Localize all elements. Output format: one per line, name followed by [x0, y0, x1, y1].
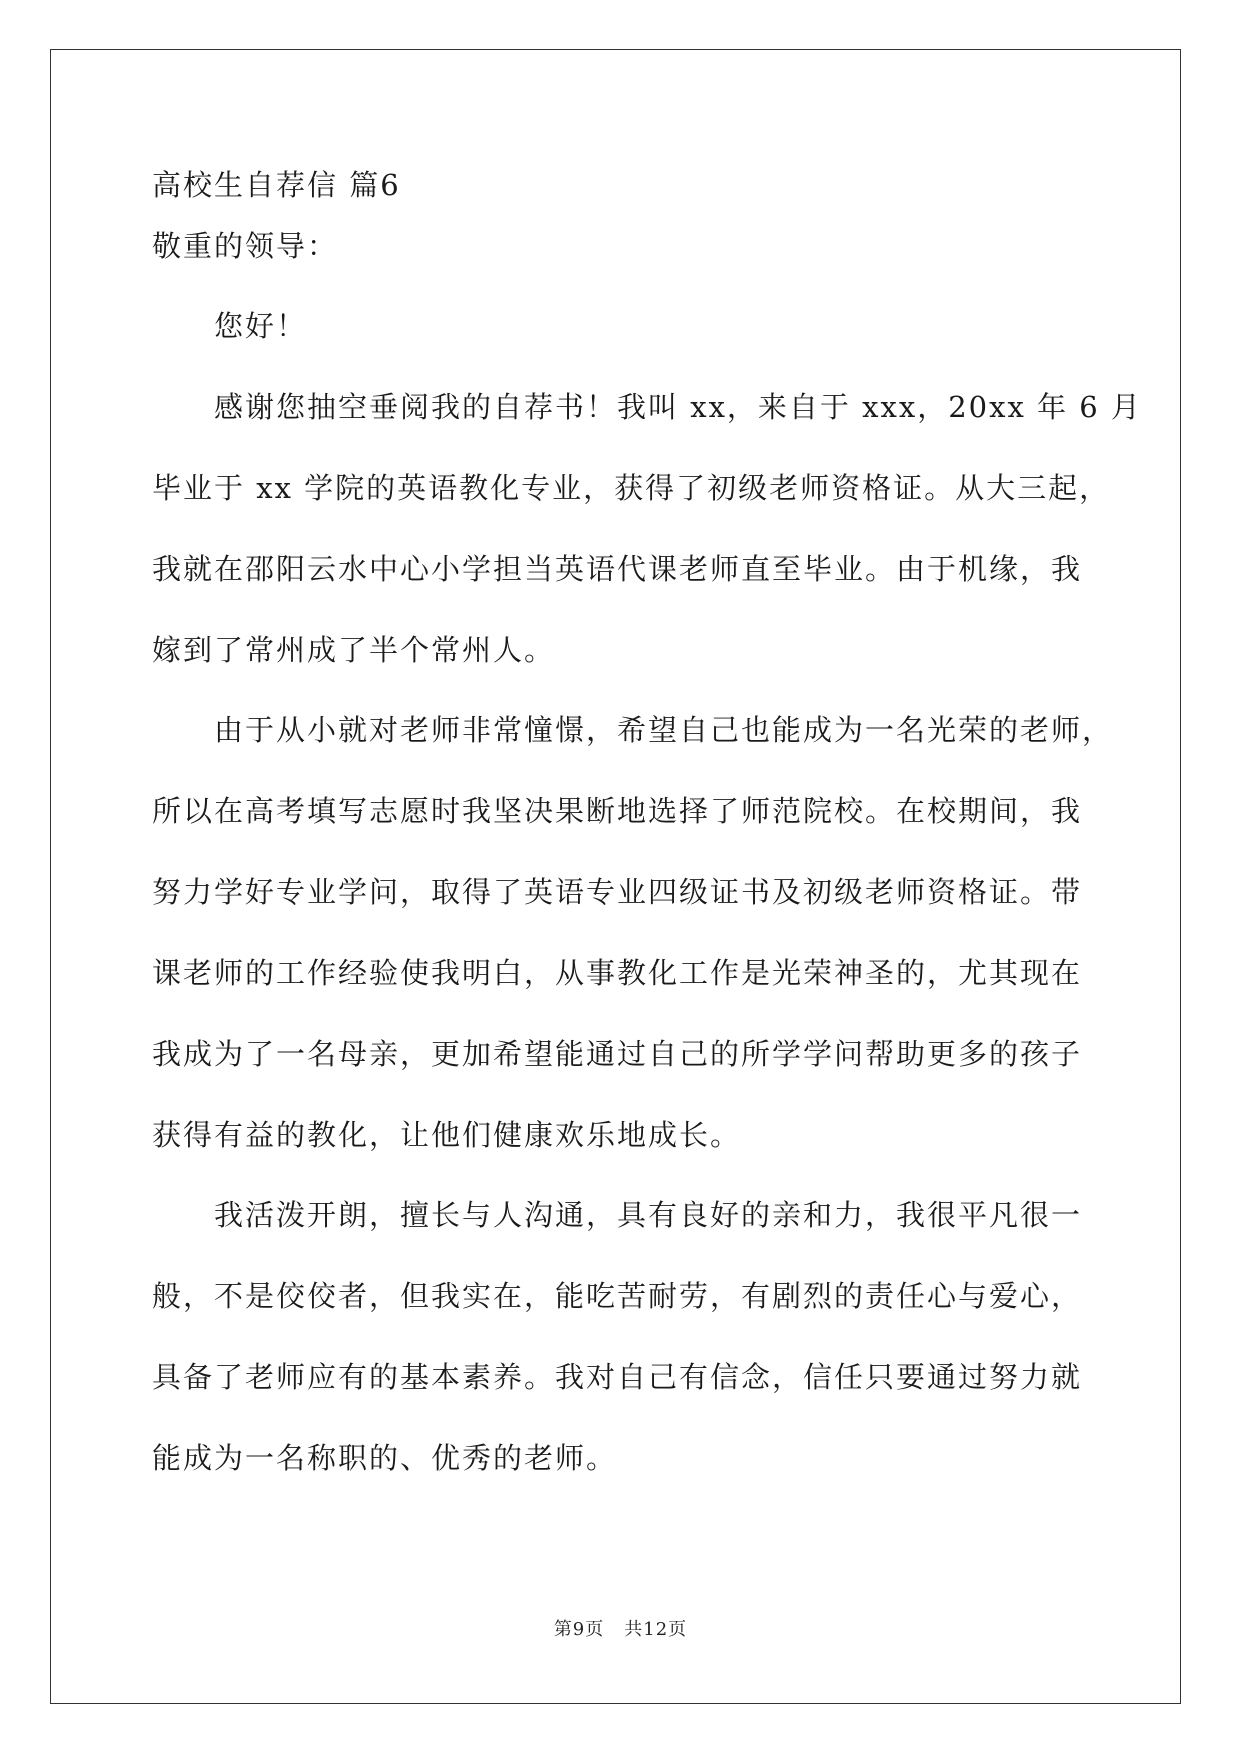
paragraph-line: 具备了老师应有的基本素养。我对自己有信念，信任只要通过努力就: [152, 1360, 1083, 1394]
paragraph-line: 由于从小就对老师非常憧憬，希望自己也能成为一名光荣的老师，: [214, 713, 1114, 747]
paragraph-line: 课老师的工作经验使我明白，从事教化工作是光荣神圣的，尤其现在: [152, 956, 1083, 990]
page-footer: [0, 1618, 1241, 1642]
salutation: 敬重的领导：: [152, 229, 339, 263]
document-title: 高校生自荐信 篇6: [152, 168, 401, 202]
paragraph-line: 感谢您抽空垂阅我的自荐书！我叫 xx，来自于 xxx，20xx 年 6 月: [214, 390, 1142, 424]
paragraph-line: 获得有益的教化，让他们健康欢乐地成长。: [152, 1118, 742, 1152]
letter-body: [152, 165, 1142, 1518]
paragraph-line: 所以在高考填写志愿时我坚决果断地选择了师范院校。在校期间，我: [152, 794, 1083, 828]
paragraph-3: [152, 1195, 1082, 1478]
page-number-total: 共12页: [624, 1619, 688, 1640]
page-number-current: 第9页: [553, 1619, 605, 1640]
paragraph-1: [152, 387, 1142, 670]
paragraph-line: 般，不是佼佼者，但我实在，能吃苦耐劳，有剧烈的责任心与爱心，: [152, 1279, 1083, 1313]
paragraph-line: 我就在邵阳云水中心小学担当英语代课老师直至毕业。由于机缘，我: [152, 552, 1083, 586]
paragraph-line: 能成为一名称职的、优秀的老师。: [152, 1441, 618, 1475]
paragraph-line: 毕业于 xx 学院的英语教化专业，获得了初级老师资格证。从大三起，: [152, 471, 1111, 505]
paragraph-line: 努力学好专业学问，取得了英语专业四级证书及初级老师资格证。带: [152, 875, 1083, 909]
greeting: 您好！: [214, 309, 308, 343]
paragraph-2: [152, 710, 1114, 1155]
paragraph-line: 嫁到了常州成了半个常州人。: [152, 633, 556, 667]
paragraph-line: 我成为了一名母亲，更加希望能通过自己的所学学问帮助更多的孩子: [152, 1037, 1083, 1071]
paragraph-line: 我活泼开朗，擅长与人沟通，具有良好的亲和力，我很平凡很一: [214, 1198, 1083, 1232]
